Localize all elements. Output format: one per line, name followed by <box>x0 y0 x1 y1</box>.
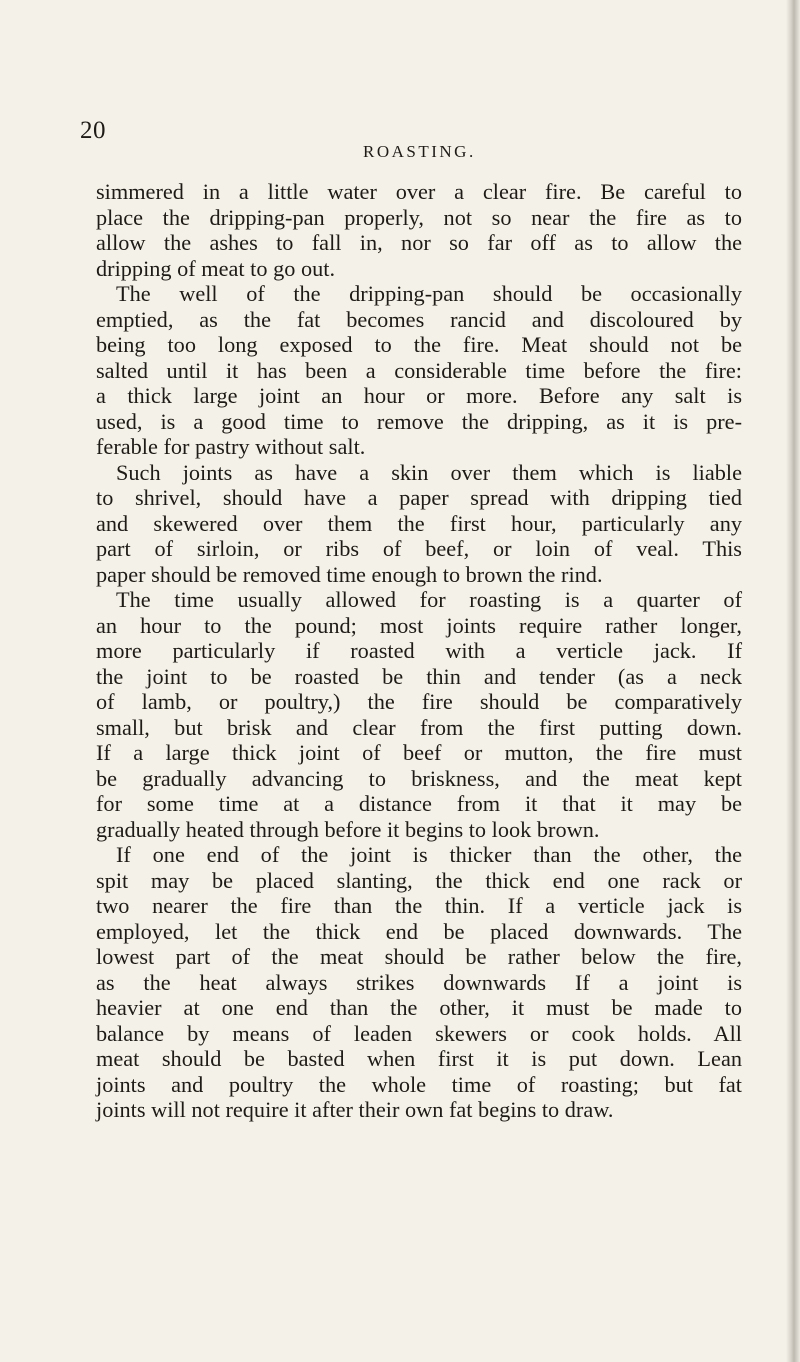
text-line: emptied, as the fat becomes rancid and discoloured by <box>96 306 742 332</box>
text-line: paper should be removed time enough to brown the rind. <box>96 561 603 587</box>
text-line: lowest part of the meat should be rather below the fire, <box>96 944 742 969</box>
text-line: used, is a good time to remove the dripping, as it is pre- <box>96 408 742 434</box>
text-line: Such joints as have a skin over them which is liable <box>116 459 742 485</box>
text-line: If a large thick joint of beef or mutton, the fire must <box>96 740 742 765</box>
text-line: as the heat always strikes downwards If a joint is <box>96 969 742 995</box>
text-line: part of sirloin, or ribs of beef, or loin of veal. This <box>96 536 742 561</box>
text-line: simmered in a little water over a clear fire. Be careful to <box>96 179 742 204</box>
page-number: 20 <box>80 117 106 144</box>
text-line: ferable for pastry without salt. <box>96 434 366 459</box>
text-line: more particularly if roasted with a verticle jack. If <box>96 638 742 663</box>
text-line: place the dripping-pan properly, not so near the fire as to <box>96 204 742 230</box>
text-line: balance by means of leaden skewers or cook holds. All <box>96 1020 742 1046</box>
text-line: two nearer the fire than the thin. If a verticle jack is <box>96 893 742 918</box>
text-line: for some time at a distance from it that it may be <box>96 791 742 816</box>
text-line: small, but brisk and clear from the first putting down. <box>96 714 742 740</box>
text-line: and skewered over them the first hour, particularly any <box>96 510 742 536</box>
text-line: to shrivel, should have a paper spread with dripping tied <box>96 485 742 510</box>
text-line: the joint to be roasted be thin and tender (as a neck <box>96 663 742 689</box>
page-edge <box>786 0 800 1362</box>
text-line: gradually heated through before it begins to look brown. <box>96 816 600 842</box>
text-line: of lamb, or poultry,) the fire should be comparatively <box>96 689 742 714</box>
text-line: an hour to the pound; most joints require rather longer, <box>96 612 742 638</box>
running-head: ROASTING. <box>363 142 476 161</box>
text-line: a thick large joint an hour or more. Before any salt is <box>96 383 742 408</box>
text-line: meat should be basted when first it is put down. Lean <box>96 1046 742 1071</box>
text-line: heavier at one end than the other, it must be made to <box>96 995 742 1020</box>
text-line: employed, let the thick end be placed downwards. The <box>96 918 742 944</box>
text-line: The well of the dripping-pan should be occasionally <box>116 281 742 306</box>
text-line: salted until it has been a considerable time before the fire: <box>96 357 742 383</box>
text-line: joints will not require it after their own fat begins to draw. <box>96 1097 614 1122</box>
text-line: be gradually advancing to briskness, and the meat kept <box>96 765 742 791</box>
text-line: The time usually allowed for roasting is a quarter of <box>116 587 742 612</box>
text-line: being too long exposed to the fire. Meat should not be <box>96 332 742 357</box>
text-line: spit may be placed slanting, the thick end one rack or <box>96 867 742 893</box>
text-line: allow the ashes to fall in, nor so far off as to allow the <box>96 230 742 255</box>
text-line: dripping of meat to go out. <box>96 255 336 281</box>
body-text <box>96 179 742 1123</box>
text-line: If one end of the joint is thicker than the other, the <box>116 842 742 867</box>
text-line: joints and poultry the whole time of roasting; but fat <box>96 1071 742 1097</box>
